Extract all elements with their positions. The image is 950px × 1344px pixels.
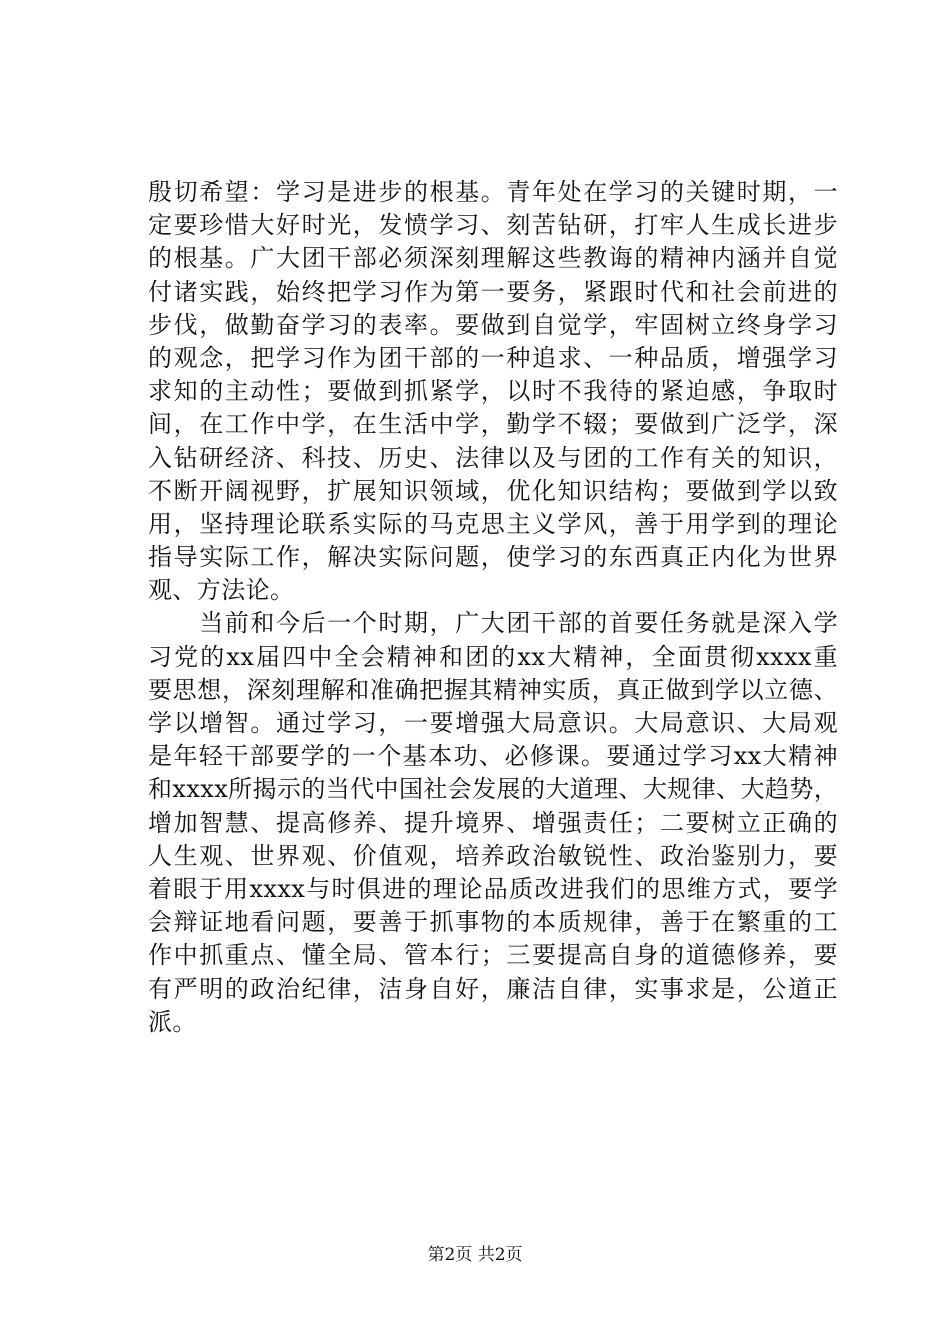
text-line: 增加智慧、提高修养、提升境界、增强责任；二要树立正确的 — [148, 808, 838, 837]
text-line: 是年轻干部要学的一个基本功、必修课。要通过学习xx大精神 — [148, 742, 838, 771]
text-line: 会辩证地看问题，要善于抓事物的本质规律，善于在繁重的工 — [148, 908, 838, 937]
text-line: 有严明的政治纪律，洁身自好，廉洁自律，实事求是，公道正 — [148, 974, 838, 1003]
text-line: 观、方法论。 — [148, 576, 295, 605]
text-line: 派。 — [148, 1007, 197, 1036]
text-line: 不断开阔视野，扩展知识领域，优化知识结构；要做到学以致 — [148, 476, 838, 505]
text-line: 着眼于用xxxx与时俱进的理论品质改进我们的思维方式，要学 — [148, 874, 838, 903]
text-line: 当前和今后一个时期，广大团干部的首要任务就是深入学 — [148, 609, 838, 638]
text-line: 间，在工作中学，在生活中学，勤学不辍；要做到广泛学，深 — [148, 410, 838, 439]
paragraph-2 — [148, 607, 838, 1038]
text-line: 学以增智。通过学习，一要增强大局意识。大局意识、大局观 — [148, 709, 838, 737]
body-text — [148, 176, 838, 1039]
text-line: 人生观、世界观、价值观，培养政治敏锐性、政治鉴别力，要 — [148, 841, 838, 870]
text-line: 定要珍惜大好时光，发愤学习、刻苦钻研，打牢人生成长进步 — [148, 211, 838, 240]
text-line: 习党的xx届四中全会精神和团的xx大精神，全面贯彻xxxx重 — [148, 642, 838, 671]
text-line: 和xxxx所揭示的当代中国社会发展的大道理、大规律、大趋势， — [148, 775, 839, 804]
text-line: 入钻研经济、科技、历史、法律以及与团的工作有关的知识， — [148, 443, 838, 472]
text-line: 步伐，做勤奋学习的表率。要做到自觉学，牢固树立终身学习 — [148, 310, 838, 339]
text-line: 殷切希望：学习是进步的根基。青年处在学习的关键时期，一 — [148, 178, 838, 206]
text-line: 作中抓重点、懂全局、管本行；三要提高自身的道德修养，要 — [148, 941, 838, 970]
page-footer — [0, 1244, 950, 1266]
text-line: 付诸实践，始终把学习作为第一要务，紧跟时代和社会前进的 — [148, 277, 838, 306]
paragraph-1 — [148, 176, 838, 607]
page-number: 第2页 共2页 — [427, 1245, 523, 1265]
text-line: 指导实际工作，解决实际问题，使学习的东西真正内化为世界 — [148, 543, 838, 572]
text-line: 要思想，深刻理解和准确把握其精神实质，真正做到学以立德、 — [148, 675, 838, 704]
text-line: 用，坚持理论联系实际的马克思主义学风，善于用学到的理论 — [148, 509, 838, 538]
text-line: 的观念，把学习作为团干部的一种追求、一种品质，增强学习 — [148, 343, 838, 372]
text-line: 的根基。广大团干部必须深刻理解这些教诲的精神内涵并自觉 — [148, 244, 838, 273]
text-line: 求知的主动性；要做到抓紧学，以时不我待的紧迫感，争取时 — [148, 377, 838, 406]
